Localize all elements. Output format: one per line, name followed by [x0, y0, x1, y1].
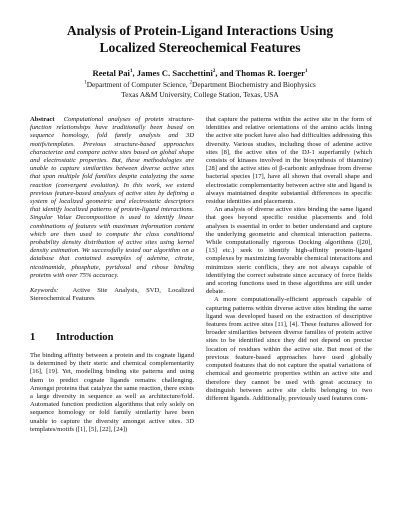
right-paragraph-2: An analysis of diverse active sites binding the same ligand that goes beyond specific residue placements and fold analyses is essential in order to better understand and capture the underlying geometric and chemical interaction patterns. While computationally rigorous Docking algorithms ([20], [13] etc.) seek to identify high-affinity protein-ligand complexes by maximizing favorable chemical interactions and minimizes steric conflicts, they are not always capable of identifying the correct substrate since accuracy of force fields and scoring functions used in these algorithms are still under debate. — [206, 206, 372, 296]
keywords-label: Keywords: — [30, 287, 59, 294]
keywords — [30, 287, 194, 303]
abstract — [30, 116, 194, 280]
section-heading-introduction — [30, 332, 114, 343]
right-column — [206, 116, 372, 403]
affiliation-departments — [20, 80, 380, 89]
keywords-text: Active Site Analysis, SVD, Localized Stereochemical Features — [30, 287, 195, 303]
author-1-affil-mark: 1 — [129, 69, 133, 75]
intro-paragraph — [30, 352, 194, 434]
abstract-text: Computational analyses of protein structure-function relationships have traditionally been based on sequence homology, fold family analysis and 3D motifs/templates. Previous structure-based approaches characterize and compare active sites based on global shape and electrostatic properties. But, these methodologies are unable to capture similarities between diverse active sites that span multiple fold families despite catalyzing the same reaction (convergent evolution). In this work, we extend previous feature-based analyses of active sites by defining a system of localized geometric and electrostatic descriptors that identify localized patterns of protein-ligand interactions. Singular Value Decomposition is used to identify linear combinations of features with maximum information content which are then used to compute the class conditional probability density distribution of active sites using kernel density estimation. We successfully tested our algorithm on a database that contained examples of adenine, citrate, nicotinamide, phosphate, pyridoxal and ribose binding proteins with over 75% accuracy. — [30, 116, 195, 279]
author-2: , James C. Sacchettini — [132, 68, 213, 78]
right-paragraph-1: that capture the patterns within the active site in the form of identities and relative orientations of the amino acids lining the active site pocket have also had difficulties addressing this diversity. Various studies, including those of adenine active sites [8], the active sites of the DJ-1 superfamily (which consists of kinases involved in the biosynthesis of thiamine) [28] and the active sites of β-carbonic anhydrase from diverse bacterial species [17], have all shown that overall shape and electrostatic complementarity between active site and ligand is always maintained despite substantial differences in specific residue identities and placements. — [206, 116, 372, 206]
author-3: , and Thomas R. Ioerger — [215, 68, 305, 78]
abstract-label: Abstract — [30, 116, 55, 123]
author-2-affil-mark: 2 — [212, 69, 216, 75]
affil-2-mark: 2 — [189, 80, 193, 86]
affil-1-mark: 1 — [84, 80, 87, 86]
affil-1-dept: Department of Computer Science, — [86, 80, 190, 89]
title-line-1: Analysis of Protein-Ligand Interactions Using — [66, 23, 334, 38]
affil-2-dept: Department Biochemistry and Biophysics — [192, 80, 316, 89]
title-line-2: Localized Stereochemical Features — [99, 40, 301, 55]
author-list — [20, 68, 380, 79]
section-title: Introduction — [56, 332, 114, 343]
intro-text: The binding affinity between a protein and its cognate ligand is determined by their steric and chemical complementarity [16], [19]. Yet, modelling binding site patterns and using them to predict cognate ligands remains challenging. Amongst proteins that catalyze the same reaction, there exists a large diversity in sequence as well as architecture/fold. Automated function prediction algorithms that rely solely on sequence homology or fold family similarity have been unable to capture the diversity amongst active sites. 3D templates/motifs ([1], [5], [22], [24]) — [30, 352, 194, 433]
section-number: 1 — [30, 332, 36, 343]
paper-title — [30, 22, 370, 56]
author-1: Reetal Pai — [92, 68, 130, 78]
affiliation-institution: Texas A&M University, College Station, Texas, USA — [121, 90, 279, 99]
author-3-affil-mark: 1 — [305, 69, 308, 75]
right-paragraph-3: A more computationally-efficient approach capable of capturing patterns within diverse active sites binding the same ligand was developed based on the extraction of descriptive features from active sites [11], [4]. These features allowed for broader similarities between diverse families of protein active sites to be identified since they did not depend on precise location of residues within the active site. But most of the previous feature-based approaches have used globally computed features that do not capture the spatial variations of chemical and geometric properties within an active site and therefore they cannot be used with great accuracy to distinguish between active site clefts belonging to two different ligands. Additionally, previously used features com- — [206, 296, 372, 402]
